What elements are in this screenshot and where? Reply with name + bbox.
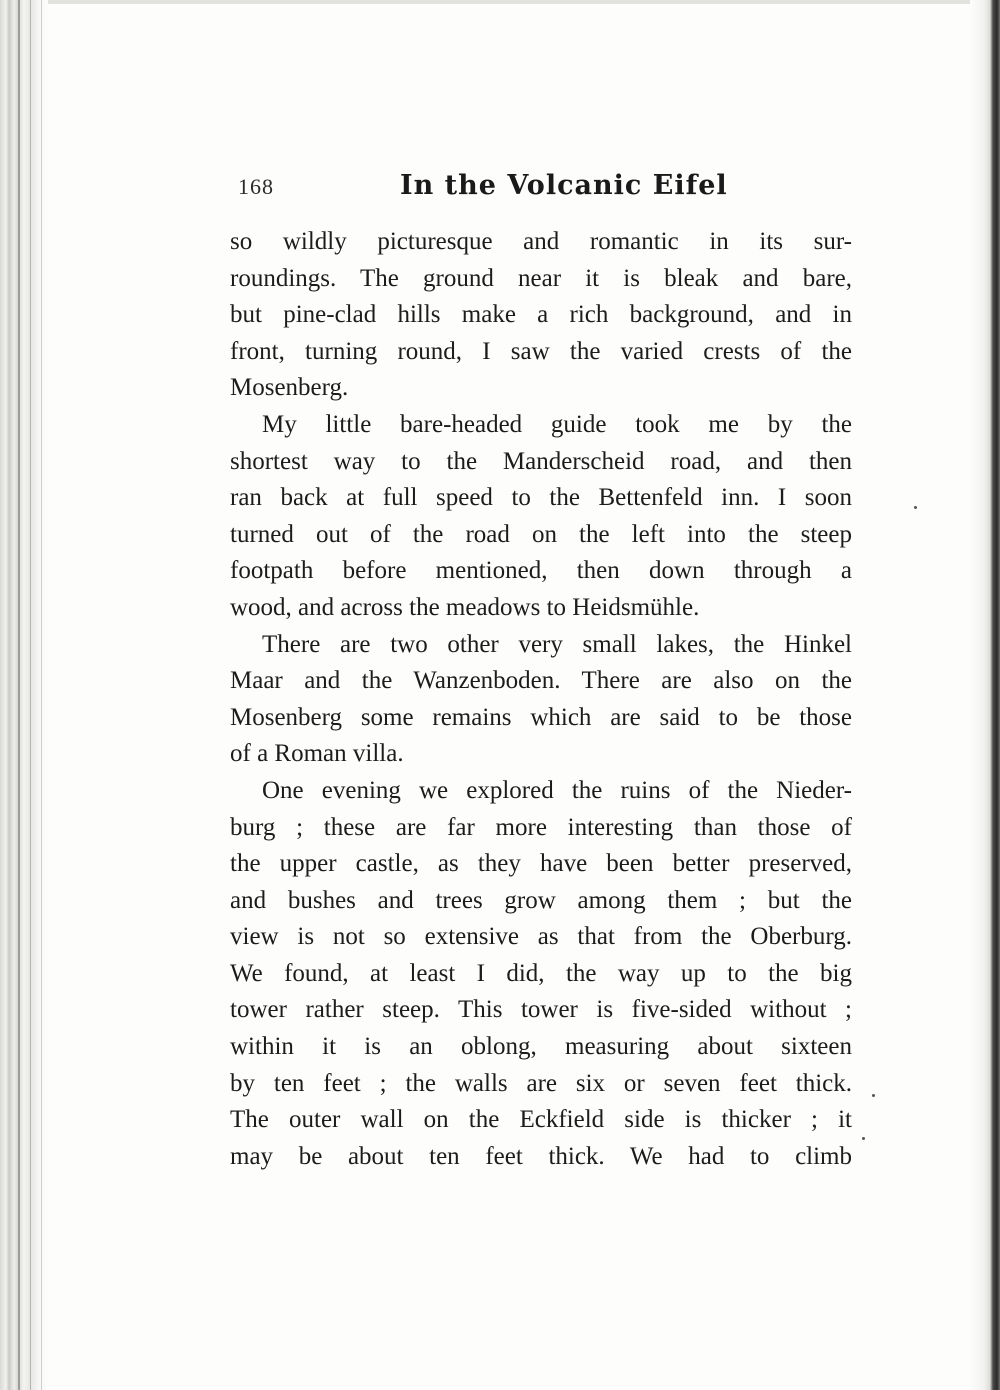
text-line: front, turning round, I saw the varied crests of the [230, 337, 852, 365]
page-right-edge [970, 0, 1000, 1390]
text-line: Maar and the Wanzenboden. There are also on the [230, 667, 852, 695]
text-line: and bushes and trees grow among them ; but the [230, 886, 852, 914]
page-number: 168 [238, 174, 274, 199]
text-line: by ten feet ; the walls are six or seven feet thick. [230, 1069, 852, 1097]
binding-line [30, 0, 31, 1390]
paper-speck [872, 1094, 875, 1097]
text-line: Mosenberg some remains which are said to be those [230, 703, 852, 731]
text-line: There are two other very small lakes, the Hinkel [262, 630, 852, 658]
text-line: wood, and across the meadows to Heidsmühle. [230, 593, 700, 621]
text-line: shortest way to the Manderscheid road, and then [230, 447, 852, 475]
paper-speck [914, 506, 917, 509]
text-line: within it is an oblong, measuring about sixteen [230, 1033, 852, 1061]
binding-line [41, 0, 42, 1390]
text-line: My little bare-headed guide took me by the [262, 410, 852, 438]
text-line: footpath before mentioned, then down through a [230, 557, 852, 585]
text-line: view is not so extensive as that from the Oberburg. [230, 923, 852, 951]
text-line: the upper castle, as they have been better preserved, [230, 850, 852, 878]
text-line: turned out of the road on the left into the steep [230, 520, 852, 548]
text-line: Mosenberg. [230, 374, 349, 402]
text-line: roundings. The ground near it is bleak and bare, [230, 264, 852, 292]
text-line: may be about ten feet thick. We had to climb [230, 1142, 852, 1170]
text-line: ran back at full speed to the Bettenfeld inn. I soon [230, 484, 852, 512]
text-line: of a Roman villa. [230, 740, 404, 768]
text-line: so wildly picturesque and romantic in its sur- [230, 228, 852, 255]
text-line: One evening we explored the ruins of the Nieder- [262, 776, 852, 804]
binding-line [18, 0, 20, 1390]
running-head [238, 170, 858, 210]
text-line: burg ; these are far more interesting than those of [230, 813, 852, 841]
text-line: but pine-clad hills make a rich background, and in [230, 301, 852, 329]
text-line: The outer wall on the Eckfield side is thicker ; it [230, 1106, 852, 1134]
body-text [230, 224, 852, 1175]
text-line: We found, at least I did, the way up to the big [230, 959, 852, 987]
page-top-edge [0, 0, 1000, 4]
paper-speck [862, 1137, 865, 1140]
running-head-title: In the Volcanic Eifel [400, 170, 728, 201]
text-line: tower rather steep. This tower is five-sided without ; [230, 996, 852, 1024]
